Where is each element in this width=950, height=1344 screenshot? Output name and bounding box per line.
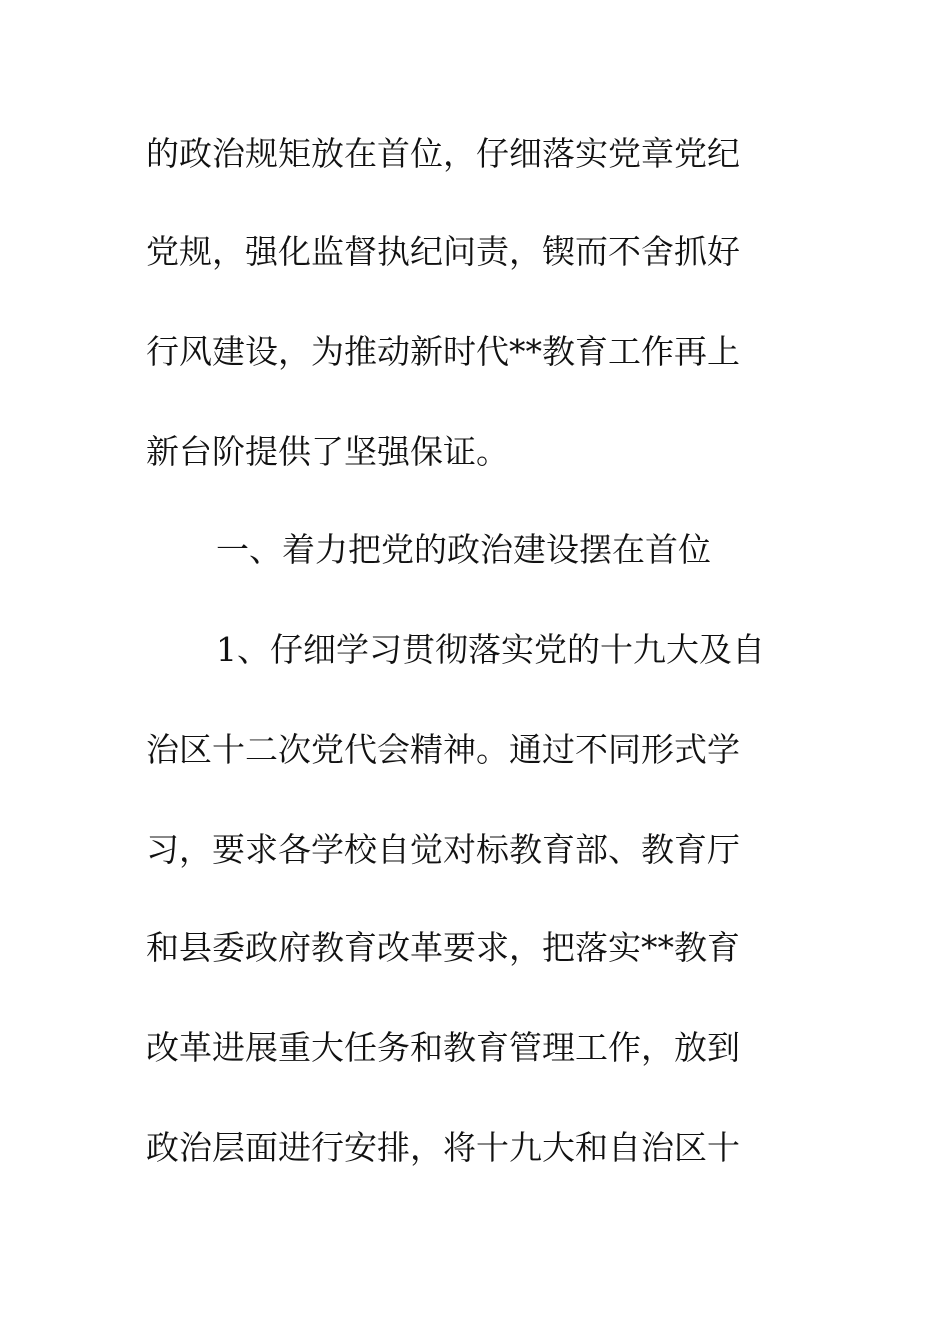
text-line-7: 治区十二次党代会精神。通过不同形式学 (146, 730, 740, 769)
text-line-3: 行风建设，为推动新时代**教育工作再上 (146, 332, 740, 371)
text-line-4: 新台阶提供了坚强保证。 (146, 432, 509, 471)
text-line-6: 1、仔细学习贯彻落实党的十九大及自 (216, 630, 765, 669)
text-line-8: 习，要求各学校自觉对标教育部、教育厅 (146, 830, 740, 869)
text-line-2: 党规，强化监督执纪问责，锲而不舍抓好 (146, 232, 740, 271)
text-line-1: 的政治规矩放在首位，仔细落实党章党纪 (146, 134, 740, 173)
text-line-10: 改革进展重大任务和教育管理工作，放到 (146, 1028, 740, 1067)
section-heading: 一、着力把党的政治建设摆在首位 (216, 530, 711, 569)
text-line-9: 和县委政府教育改革要求，把落实**教育 (146, 928, 740, 967)
text-line-11: 政治层面进行安排，将十九大和自治区十 (146, 1128, 740, 1167)
